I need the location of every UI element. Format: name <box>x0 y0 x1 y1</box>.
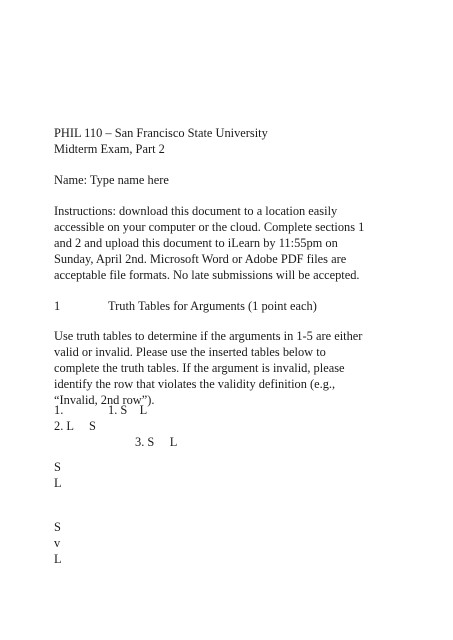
instructions-line-4: Sunday, April 2nd. Microsoft Word or Adobe PDF files are <box>54 252 347 266</box>
problem-premise-1: 1. S L <box>108 403 148 417</box>
table-header-a-l: L <box>54 476 62 490</box>
section-body-line-3: complete the truth tables. If the argument is invalid, please <box>54 361 345 375</box>
table-header-b-s: S <box>54 520 61 534</box>
section-body-line-4: identify the row that violates the validity definition (e.g., <box>54 377 336 391</box>
instructions-line-3: and 2 and upload this document to iLearn by 11:55pm on <box>54 236 338 250</box>
instructions-line-5: acceptable file formats. No late submissions will be accepted. <box>54 268 360 282</box>
instructions-line-2: accessible on your computer or the cloud. Complete sections 1 <box>54 220 365 234</box>
section-body-line-5: “Invalid, 2nd row”). <box>54 393 155 407</box>
problem-conclusion: 3. S L <box>135 435 178 449</box>
instructions-line-1: Instructions: download this document to a location easily <box>54 204 338 218</box>
table-header-b-or: v <box>54 536 61 550</box>
section-body-line-2: valid or invalid. Please use the inserted tables below to <box>54 345 326 359</box>
problem-number: 1. <box>54 403 64 417</box>
table-header-a-s: S <box>54 460 61 474</box>
course-title: PHIL 110 – San Francisco State University <box>54 126 268 140</box>
section-title: Truth Tables for Arguments (1 point each) <box>108 299 317 313</box>
table-header-b-l: L <box>54 552 62 566</box>
name-line: Name: Type name here <box>54 173 169 187</box>
exam-title: Midterm Exam, Part 2 <box>54 142 165 156</box>
section-number: 1 <box>54 299 61 313</box>
section-body-line-1: Use truth tables to determine if the arguments in 1-5 are either <box>54 329 363 343</box>
problem-premise-2: 2. L S <box>54 419 96 433</box>
